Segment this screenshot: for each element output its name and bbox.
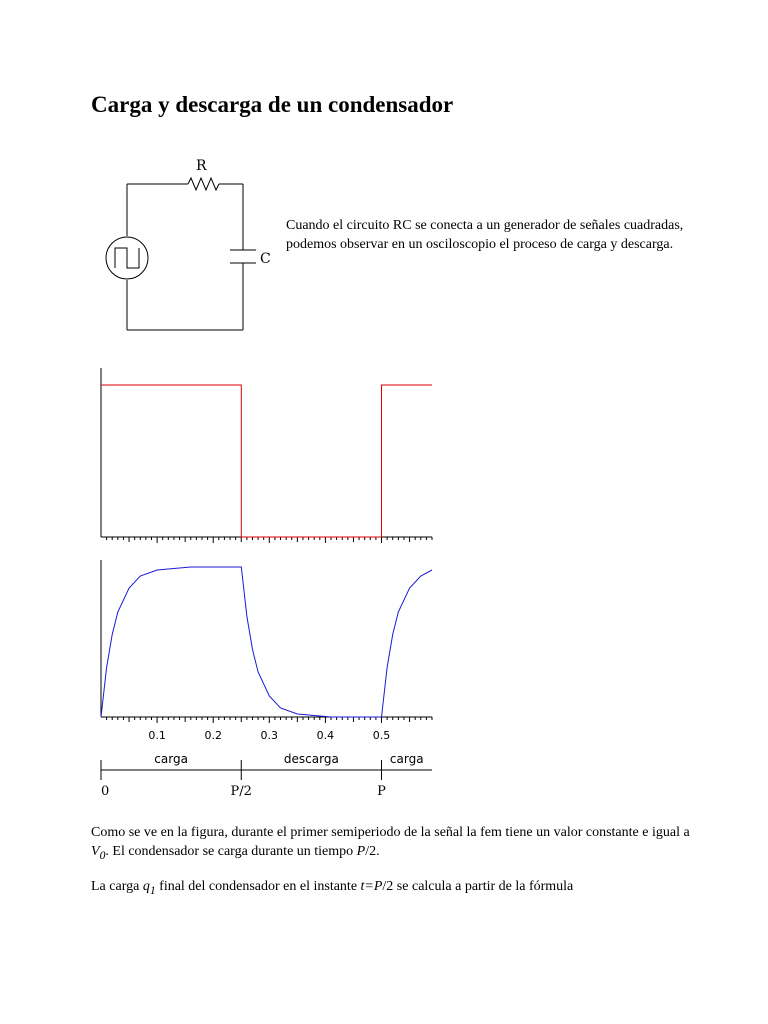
- voltage-symbol: V: [91, 844, 100, 859]
- phase-label-3: carga: [389, 752, 424, 766]
- x-tick-label: 0.3: [260, 729, 279, 742]
- paragraph-2: [91, 877, 691, 900]
- phase-label-2: descarga: [283, 752, 339, 766]
- paragraph-1-text-c: /2.: [365, 844, 380, 859]
- paragraph-2-text-a: La carga: [91, 879, 143, 894]
- paragraph-1-text-b: . El condensador se carga durante un tiempo: [105, 844, 357, 859]
- x-tick-label: 0.4: [316, 729, 335, 742]
- phase-mark-2: P/2: [230, 784, 252, 799]
- series-line-1-1: [101, 385, 432, 537]
- phase-mark-3: P: [377, 784, 386, 799]
- phase-label-1: carga: [154, 752, 188, 766]
- paragraph-2-text-b: final del condensador en el instante: [155, 879, 361, 894]
- x-tick-label: 0.5: [372, 729, 391, 742]
- intro-paragraph: Cuando el circuito RC se conecta a un generador de señales cuadradas, podemos observar en un osciloscopio el proceso de carga y descarga.: [286, 218, 684, 252]
- voltage-subscript: 0: [99, 848, 106, 862]
- paragraph-1-text-a: Como se ve en la figura, durante el primer semiperiodo de la señal la fem tiene un valor constante e igual a: [91, 825, 690, 840]
- series-line-2-1: [101, 567, 432, 717]
- x-tick-label: 0.2: [204, 729, 222, 742]
- resistor-symbol: [188, 178, 219, 190]
- paragraph-1: [91, 823, 691, 865]
- square-wave-generator-icon: [106, 237, 148, 279]
- charge-subscript: 1: [149, 883, 156, 897]
- charge-symbol: q: [142, 879, 150, 894]
- paragraph-2-text-c: /2 se calcula a partir de la fórmula: [382, 879, 574, 894]
- resistor-label: R: [196, 158, 207, 174]
- time-expression: t=P: [360, 879, 383, 894]
- capacitor-label: C: [260, 251, 271, 267]
- page-title: Carga y descarga de un condensador: [91, 92, 454, 117]
- x-tick-label: 0.1: [148, 729, 166, 742]
- period-symbol: P: [356, 844, 366, 859]
- phase-mark-1: 0: [101, 784, 110, 799]
